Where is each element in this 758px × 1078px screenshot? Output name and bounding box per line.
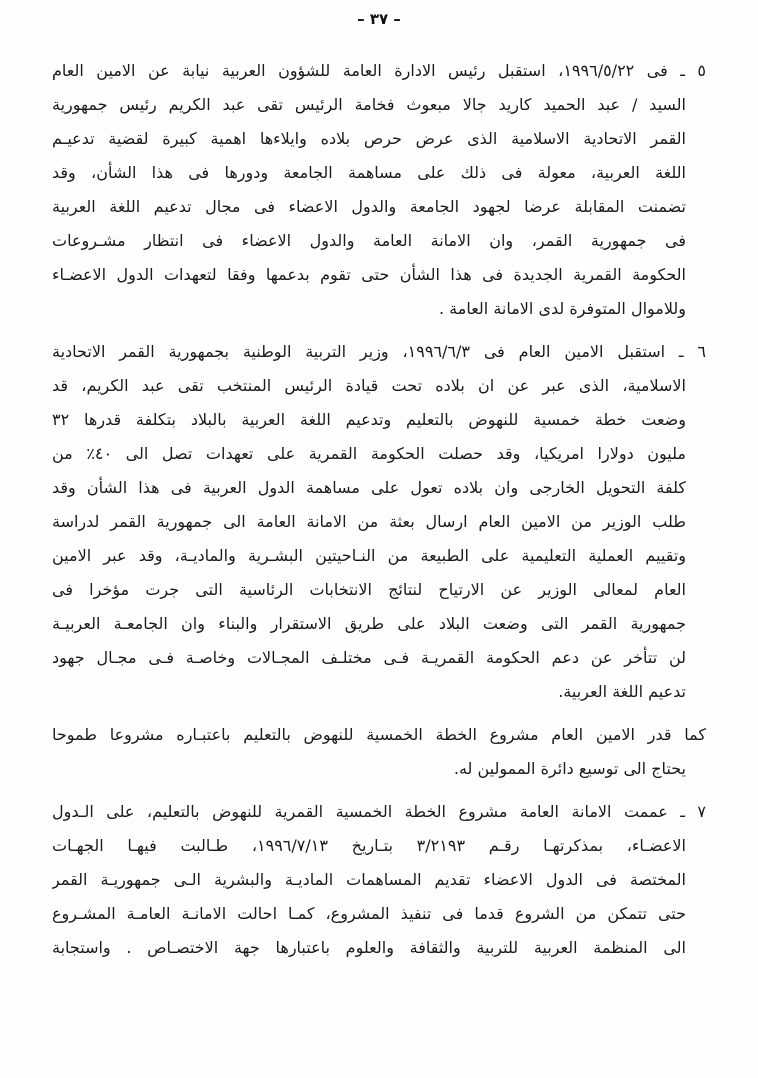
- paragraph: [52, 718, 706, 786]
- text-line: تدعيم اللغة العربية.: [558, 682, 686, 701]
- text-line: فى جمهورية القمر، وان الامانة العامة والدول الاعضاء فى انتظار مشـروعات: [52, 231, 686, 250]
- text-line: الى المنظمة العربية للتربية والثقافة والعلوم باعتبارها جهة الاختصـاص . واستجابة: [52, 938, 686, 957]
- text-line: جمهورية القمر التى وضعت البلاد على طريق الاستقرار والبناء وان الجامعـة العربيـة: [52, 614, 686, 633]
- text-line: وتقييم العملية التعليمية على الطبيعة من النـاحيتين البشـرية والماديـة، وقد عبر الامين: [52, 546, 686, 565]
- text-line: كلفة التحويل الخارجى وان بلاده تعول على مساهمة الدول العربية فى هذا الشأن وقد: [52, 478, 686, 497]
- text-line: تضمنت المقابلة عرضا لجهود الجامعة والدول الاعضاء فى مجال تدعيم اللغة العربية: [52, 197, 686, 216]
- text-line: اللغة العربية، معولة فى ذلك على مساهمة الجامعة ودورها فى هذا الشأن، وقد: [52, 163, 686, 182]
- text-line: طلب الوزير من الامين العام ارسال بعثة من الامانة العامة الى جمهورية القمر لدراسة: [52, 512, 686, 531]
- text-line: الاسلامية، الذى عبر عن ان بلاده تحت قيادة الرئيس المنتخب تقى عبد الكريم، قد: [52, 376, 686, 395]
- text-line: العام لمعالى الوزير عن الارتياح لنتائج الانتخابات الرئاسية التى جرت مؤخرا فى: [52, 580, 686, 599]
- text-line: لن تتأخر عن دعم الحكومة القمريـة فـى مختلـف المجـالات وخاصـة فـى مجـال جهود: [52, 648, 686, 667]
- paragraph: [52, 795, 706, 965]
- text-line: وللاموال المتوفرة لدى الامانة العامة .: [439, 299, 686, 318]
- text-line: مليون دولارا امريكيا، وقد حصلت الحكومة القمرية على تعهدات تصل الى ٤٠٪ من: [52, 444, 686, 463]
- text-line: يحتاج الى توسيع دائرة الممولين له.: [453, 759, 686, 778]
- text-line: السيد / عبد الحميد كاريد جالا مبعوث فخامة الرئيس تقى عبد الكريم رئيس جمهورية: [52, 95, 686, 114]
- text-line: وضعت خطة خمسية للنهوض بالتعليم وتدعيم اللغة العربية بالبلاد بتكلفة قدرها ٣٢: [52, 410, 686, 429]
- page-number: – ٣٧ –: [357, 10, 401, 28]
- text-line: ٧ ـ عممت الامانة العامة مشروع الخطة الخمسية القمرية للنهوض بالتعليم، على الـدول: [52, 802, 706, 821]
- text-line: المختصة فى الدول الاعضاء تقديم المساهمات الماديـة والبشرية الـى جمهوريـة القمر: [52, 870, 686, 889]
- text-line: كما قدر الامين العام مشروع الخطة الخمسية للنهوض بالتعليم باعتبـاره مشروعا طموحا: [52, 725, 706, 744]
- text-line: الاعضـاء، بمذكرتهـا رقـم ٣/٢١٩٣ بتـاريخ ١٩٩٦/٧/١٣، طـالبت فيهـا الجهـات: [52, 836, 686, 855]
- paragraph: [52, 335, 706, 709]
- text-line: الحكومة القمرية الجديدة فى هذا الشأن حتى تقوم بدعمها وفقا لتعهدات الدول الاعضـاء: [52, 265, 686, 284]
- document-body: [52, 54, 706, 974]
- text-line: القمر الاتحادية الاسلامية الذى عرض حرص بلاده وايلاءها اهمية كبيرة لقضية تدعيـم: [52, 129, 686, 148]
- paragraph: [52, 54, 706, 326]
- text-line: حتى تتمكن من الشروع قدما فى تنفيذ المشروع، كمـا احالت الامانـة العامـة المشـروع: [52, 904, 686, 923]
- text-line: ٥ ـ فى ١٩٩٦/٥/٢٢، استقبل رئيس الادارة العامة للشؤون العربية نيابة عن الامين العام: [52, 61, 706, 80]
- text-line: ٦ ـ استقبل الامين العام فى ١٩٩٦/٦/٣، وزير التربية الوطنية بجمهورية القمر الاتحادية: [52, 342, 706, 361]
